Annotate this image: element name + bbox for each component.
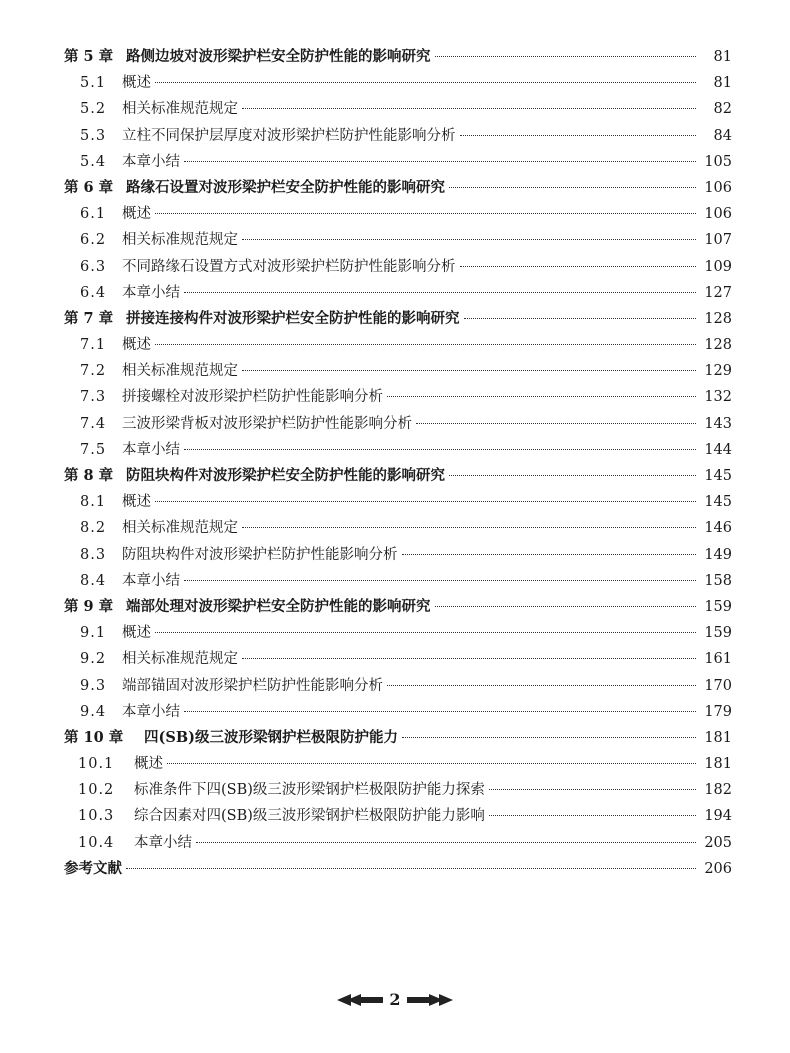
dot-leader [489, 815, 696, 816]
toc-entry-page: 109 [704, 258, 732, 275]
toc-entry-title: 不同路缘石设置方式对波形梁护栏防护性能影响分析 [122, 258, 456, 275]
toc-section-row[interactable] [64, 620, 732, 646]
toc-entry-number: 5.3 [80, 127, 107, 144]
toc-entry-number: 7.1 [80, 337, 107, 354]
toc-entry-page: 106 [704, 206, 732, 223]
page-footer [0, 990, 790, 1009]
toc-entry-title: 概述 [122, 494, 151, 511]
toc-entry-title: 本章小结 [122, 284, 180, 301]
toc-entry-number: 6.3 [80, 258, 107, 275]
dot-leader [449, 187, 696, 188]
toc-entry-number: 第 8 章 [64, 467, 114, 484]
toc-entry-page: 145 [704, 468, 732, 484]
dot-leader [387, 685, 696, 686]
dot-leader [167, 763, 696, 764]
page-number: 2 [389, 990, 401, 1009]
dot-leader [155, 213, 696, 214]
toc-entry-title: 相关标准规范规定 [122, 101, 238, 118]
toc-entry-title: 端部锚固对波形梁护栏防护性能影响分析 [122, 677, 383, 694]
toc-chapter-row[interactable] [64, 44, 732, 70]
toc-entry-number: 7.4 [80, 415, 107, 432]
toc-entry-title: 拼接螺栓对波形梁护栏防护性能影响分析 [122, 389, 383, 406]
toc-section-row[interactable] [64, 646, 732, 672]
toc-entry-page: 206 [704, 860, 732, 877]
toc-entry-title: 概述 [122, 206, 151, 223]
toc-entry-page: 181 [704, 729, 732, 746]
toc-entry-number: 10.3 [78, 808, 115, 825]
toc-section-row[interactable] [64, 437, 732, 463]
toc-entry-page: 161 [704, 651, 732, 668]
toc-entry-page: 81 [713, 49, 732, 65]
toc-entry-page: 181 [704, 756, 732, 773]
dot-leader [155, 501, 696, 502]
toc-entry-title: 参考文献 [64, 859, 122, 877]
dot-leader [184, 449, 696, 450]
dot-leader [435, 606, 697, 607]
dot-leader [464, 318, 697, 319]
dot-leader [242, 239, 696, 240]
toc-entry-title: 相关标准规范规定 [122, 363, 238, 380]
toc-chapter-row[interactable] [64, 856, 732, 882]
toc-entry-page: 105 [704, 153, 732, 170]
toc-entry-title: 本章小结 [122, 441, 180, 458]
dot-leader [126, 868, 696, 869]
toc-entry-number: 8.3 [80, 546, 107, 563]
dot-leader [184, 711, 696, 712]
toc-entry-number: 6.4 [80, 284, 107, 301]
toc-entry-number: 7.5 [80, 441, 107, 458]
toc-section-row[interactable] [64, 280, 732, 306]
toc-entry-page: 205 [704, 834, 732, 851]
toc-section-row[interactable] [64, 96, 732, 122]
toc-entry-number: 9.1 [80, 625, 107, 642]
dot-leader [196, 842, 696, 843]
toc-section-row[interactable] [64, 751, 732, 777]
toc-entry-title: 本章小结 [122, 703, 180, 720]
toc-chapter-row[interactable] [64, 175, 732, 201]
toc-entry-title: 路侧边坡对波形梁护栏安全防护性能的影响研究 [126, 48, 431, 65]
toc-chapter-row[interactable] [64, 725, 732, 751]
dot-leader [460, 135, 697, 136]
toc-entry-page: 159 [704, 625, 732, 642]
toc-entry-number: 第 9 章 [64, 597, 114, 615]
dot-leader [155, 632, 696, 633]
toc-entry-title: 防阻块构件对波形梁护栏安全防护性能的影响研究 [126, 467, 445, 484]
dot-leader [460, 266, 697, 267]
toc-entry-title: 本章小结 [122, 153, 180, 170]
toc-section-row[interactable] [64, 70, 732, 96]
toc-entry-page: 159 [704, 598, 732, 615]
toc-entry-title: 概述 [122, 337, 151, 354]
toc-entry-page: 145 [704, 494, 732, 511]
toc-section-row[interactable] [64, 830, 732, 856]
toc-entry-title: 概述 [122, 625, 151, 642]
toc-entry-number: 5.2 [80, 101, 107, 118]
toc-entry-number: 第 7 章 [64, 309, 114, 327]
toc-entry-page: 194 [704, 808, 732, 825]
dot-leader [155, 344, 696, 345]
right-double-arrow-icon [407, 993, 453, 1007]
toc-chapter-row[interactable] [64, 463, 732, 489]
dot-leader [184, 161, 696, 162]
toc-entry-page: 132 [704, 389, 732, 406]
toc-entry-number: 第 6 章 [64, 178, 114, 196]
toc-entry-page: 82 [713, 101, 732, 118]
dot-leader [402, 554, 697, 555]
toc-entry-number: 5.1 [80, 75, 107, 92]
toc-section-row[interactable] [64, 542, 732, 568]
dot-leader [387, 396, 696, 397]
toc-section-row[interactable] [64, 201, 732, 227]
toc-section-row[interactable] [64, 227, 732, 253]
toc-section-row[interactable] [64, 515, 732, 541]
dot-leader [184, 580, 696, 581]
toc-section-row[interactable] [64, 777, 732, 803]
toc-entry-title: 相关标准规范规定 [122, 651, 238, 668]
toc-entry-title: 相关标准规范规定 [122, 520, 238, 537]
toc-section-row[interactable] [64, 699, 732, 725]
table-of-contents [64, 44, 732, 882]
dot-leader [449, 475, 696, 476]
toc-entry-number: 7.3 [80, 389, 107, 406]
toc-entry-number: 10.4 [78, 834, 115, 851]
toc-entry-page: 106 [704, 179, 732, 196]
toc-entry-number: 9.3 [80, 677, 107, 694]
toc-entry-title: 防阻块构件对波形梁护栏防护性能影响分析 [122, 546, 398, 563]
toc-section-row[interactable] [64, 568, 732, 594]
toc-entry-page: 146 [704, 520, 732, 537]
toc-entry-page: 128 [704, 337, 732, 354]
toc-entry-number: 10.1 [78, 756, 115, 773]
toc-entry-title: 本章小结 [122, 572, 180, 589]
toc-entry-page: 107 [704, 232, 732, 249]
toc-entry-page: 84 [713, 127, 732, 144]
toc-entry-page: 143 [704, 415, 732, 432]
toc-entry-number: 8.2 [80, 520, 107, 537]
dot-leader [402, 737, 696, 738]
toc-entry-number: 第 5 章 [64, 48, 114, 65]
toc-entry-number: 9.4 [80, 703, 107, 720]
toc-entry-page: 144 [704, 441, 732, 458]
toc-entry-title: 标准条件下四(SB)级三波形梁钢护栏极限防护能力探索 [134, 782, 485, 799]
toc-entry-title: 概述 [134, 756, 163, 773]
toc-section-row[interactable] [64, 803, 732, 829]
toc-entry-number: 10.2 [78, 782, 115, 799]
toc-entry-number: 第 10 章 [64, 728, 124, 746]
toc-section-row[interactable] [64, 123, 732, 149]
toc-entry-page: 128 [704, 310, 732, 327]
toc-entry-title: 三波形梁背板对波形梁护栏防护性能影响分析 [122, 415, 412, 432]
toc-entry-page: 179 [704, 703, 732, 720]
toc-entry-title: 拼接连接构件对波形梁护栏安全防护性能的影响研究 [126, 309, 460, 327]
toc-entry-title: 本章小结 [134, 834, 192, 851]
toc-section-row[interactable] [64, 489, 732, 515]
toc-entry-number: 8.1 [80, 494, 107, 511]
toc-entry-number: 5.4 [80, 153, 107, 170]
toc-entry-page: 127 [704, 284, 732, 301]
dot-leader [435, 56, 697, 57]
dot-leader [184, 292, 696, 293]
toc-section-row[interactable] [64, 384, 732, 410]
toc-entry-page: 158 [704, 572, 732, 589]
toc-entry-title: 四(SB)级三波形梁钢护栏极限防护能力 [144, 728, 398, 746]
toc-entry-title: 路缘石设置对波形梁护栏安全防护性能的影响研究 [126, 178, 445, 196]
dot-leader [242, 527, 696, 528]
toc-section-row[interactable] [64, 673, 732, 699]
toc-entry-title: 立柱不同保护层厚度对波形梁护栏防护性能影响分析 [122, 127, 456, 144]
toc-entry-number: 8.4 [80, 572, 107, 589]
toc-section-row[interactable] [64, 332, 732, 358]
toc-entry-page: 149 [704, 546, 732, 563]
toc-entry-number: 7.2 [80, 363, 107, 380]
toc-entry-number: 6.1 [80, 206, 107, 223]
toc-section-row[interactable] [64, 149, 732, 175]
dot-leader [242, 370, 696, 371]
left-double-arrow-icon [337, 993, 383, 1007]
toc-chapter-row[interactable] [64, 594, 732, 620]
toc-entry-title: 综合因素对四(SB)级三波形梁钢护栏极限防护能力影响 [134, 808, 485, 825]
dot-leader [416, 423, 696, 424]
toc-section-row[interactable] [64, 411, 732, 437]
toc-entry-title: 相关标准规范规定 [122, 232, 238, 249]
dot-leader [155, 82, 696, 83]
toc-entry-title: 概述 [122, 75, 151, 92]
toc-entry-number: 9.2 [80, 651, 107, 668]
dot-leader [489, 789, 696, 790]
toc-chapter-row[interactable] [64, 306, 732, 332]
toc-entry-page: 81 [713, 75, 732, 92]
toc-entry-page: 170 [704, 677, 732, 694]
toc-section-row[interactable] [64, 358, 732, 384]
toc-section-row[interactable] [64, 254, 732, 280]
dot-leader [242, 108, 696, 109]
dot-leader [242, 658, 696, 659]
toc-entry-number: 6.2 [80, 232, 107, 249]
toc-entry-page: 129 [704, 363, 732, 380]
toc-entry-page: 182 [704, 782, 732, 799]
toc-entry-title: 端部处理对波形梁护栏安全防护性能的影响研究 [126, 597, 431, 615]
